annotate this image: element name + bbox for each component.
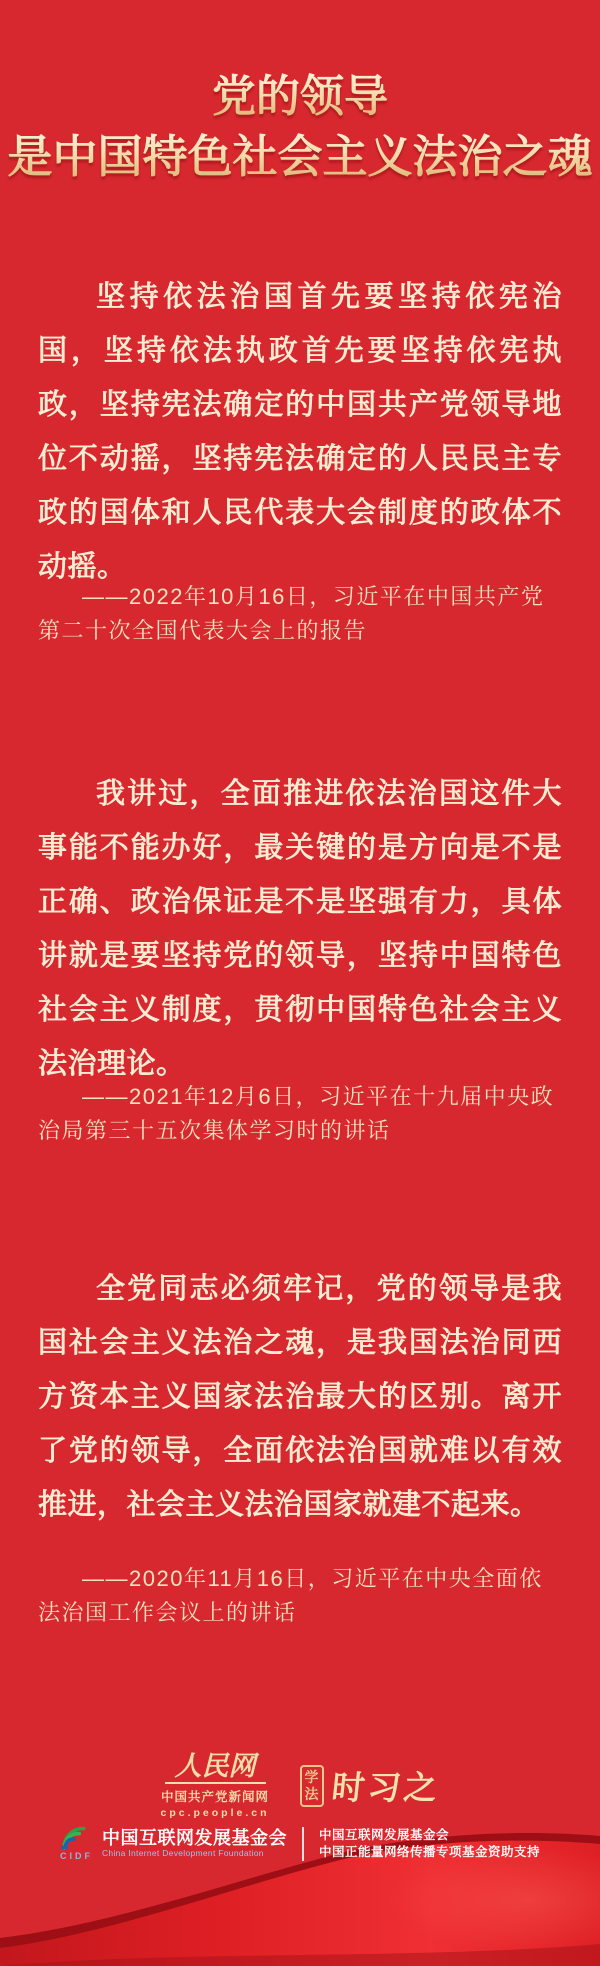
cidf-names bbox=[102, 1828, 287, 1859]
quote-source-2: ——2021年12月6日，习近平在十九届中央政治局第三十五次集体学习时的讲话 bbox=[38, 1084, 555, 1143]
shixizhi-wordmark: 时习之 bbox=[329, 1771, 442, 1807]
shixizhi-logo bbox=[300, 1762, 440, 1809]
peoples-daily-logo bbox=[160, 1752, 269, 1819]
support-line-2: 中国正能量网络传播专项基金资助支持 bbox=[318, 1844, 540, 1859]
cidf-name-en: China Internet Development Foundation bbox=[101, 1848, 264, 1858]
footer-divider bbox=[302, 1827, 304, 1861]
title-line-2: 是中国特色社会主义法治之魂 bbox=[0, 126, 600, 188]
cidf-abbr: CIDF bbox=[59, 1851, 93, 1861]
quote-source-1: ——2022年10月16日，习近平在中国共产党第二十次全国代表大会上的报告 bbox=[38, 584, 545, 643]
xuefa-seal-icon bbox=[300, 1765, 324, 1807]
peoples-daily-url: cpc.people.cn bbox=[160, 1807, 270, 1819]
cidf-arcs-icon bbox=[60, 1826, 92, 1850]
support-credit bbox=[319, 1828, 540, 1860]
poster-title bbox=[0, 68, 600, 188]
quote-text-2: 我讲过，全面推进依法治国这件大事能不能办好，最关键的是方向是不是正确、政治保证是不是坚强有力，具体讲就是要坚持党的领导，坚持中国特色社会主义制度，贯彻中国特色社会主义法治理论。 bbox=[38, 778, 562, 1080]
seal-char-bottom: 法 bbox=[304, 1785, 319, 1802]
cidf-name-cn: 中国互联网发展基金会 bbox=[101, 1828, 287, 1848]
title-line-1: 党的领导 bbox=[0, 68, 600, 126]
quote-source-3: ——2020年11月16日，习近平在中央全面依法治国工作会议上的讲话 bbox=[38, 1566, 543, 1625]
quote-text-3: 全党同志必须牢记，党的领导是我国社会主义法治之魂，是我国法治同西方资本主义国家法治最大的区别。离开了党的领导，全面依法治国就难以有效推进，社会主义法治国家就建不起来。 bbox=[38, 1273, 562, 1521]
support-line-1: 中国互联网发展基金会 bbox=[318, 1827, 449, 1842]
footer-media-logos bbox=[0, 1752, 600, 1819]
quote-text-1: 坚持依法治国首先要坚持依宪治国，坚持依法执政首先要坚持依宪执政，坚持宪法确定的中国共产党领导地位不动摇，坚持宪法确定的人民民主专政的国体和人民代表大会制度的政体不动摇。 bbox=[38, 281, 562, 583]
peoples-daily-subtitle: 中国共产党新闻网 bbox=[160, 1790, 269, 1804]
cidf-logo bbox=[60, 1826, 93, 1861]
seal-char-top: 学 bbox=[304, 1768, 319, 1785]
peoples-daily-wordmark: 人民网 bbox=[165, 1752, 266, 1784]
footer-foundation-credit bbox=[0, 1826, 600, 1861]
